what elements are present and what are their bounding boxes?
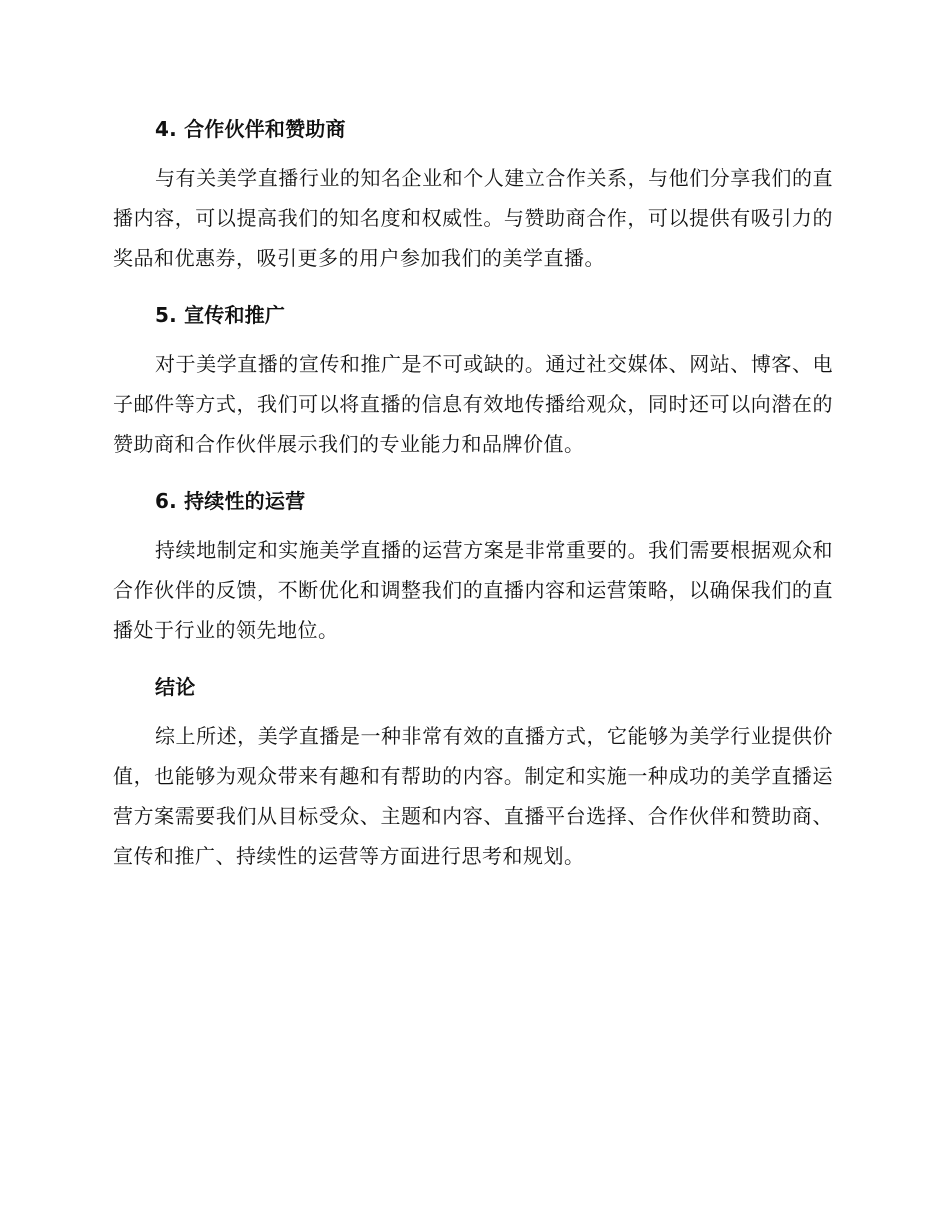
- section-conclusion: [113, 670, 833, 876]
- section-heading: 结论: [155, 675, 196, 699]
- section-paragraph: 与有关美学直播行业的知名企业和个人建立合作关系，与他们分享我们的直播内容，可以提高我们的知名度和权威性。与赞助商合作，可以提供有吸引力的奖品和优惠券，吸引更多的用户参加我们的美学直播。: [113, 166, 833, 270]
- document-body: [113, 112, 833, 896]
- section-heading: 4. 合作伙伴和赞助商: [155, 117, 346, 141]
- section-partners: [113, 112, 833, 278]
- section-promotion: [113, 298, 833, 464]
- section-heading: 6. 持续性的运营: [155, 489, 306, 513]
- section-heading: 5. 宣传和推广: [155, 303, 286, 327]
- section-paragraph: 对于美学直播的宣传和推广是不可或缺的。通过社交媒体、网站、博客、电子邮件等方式，我们可以将直播的信息有效地传播给观众，同时还可以向潜在的赞助商和合作伙伴展示我们的专业能力和品牌价值。: [113, 352, 833, 456]
- section-paragraph: 持续地制定和实施美学直播的运营方案是非常重要的。我们需要根据观众和合作伙伴的反馈，不断优化和调整我们的直播内容和运营策略，以确保我们的直播处于行业的领先地位。: [113, 538, 833, 642]
- section-operations: [113, 484, 833, 650]
- section-paragraph: 综上所述，美学直播是一种非常有效的直播方式，它能够为美学行业提供价值，也能够为观众带来有趣和有帮助的内容。制定和实施一种成功的美学直播运营方案需要我们从目标受众、主题和内容、直播平台选择、合作伙伴和赞助商、宣传和推广、持续性的运营等方面进行思考和规划。: [113, 724, 833, 868]
